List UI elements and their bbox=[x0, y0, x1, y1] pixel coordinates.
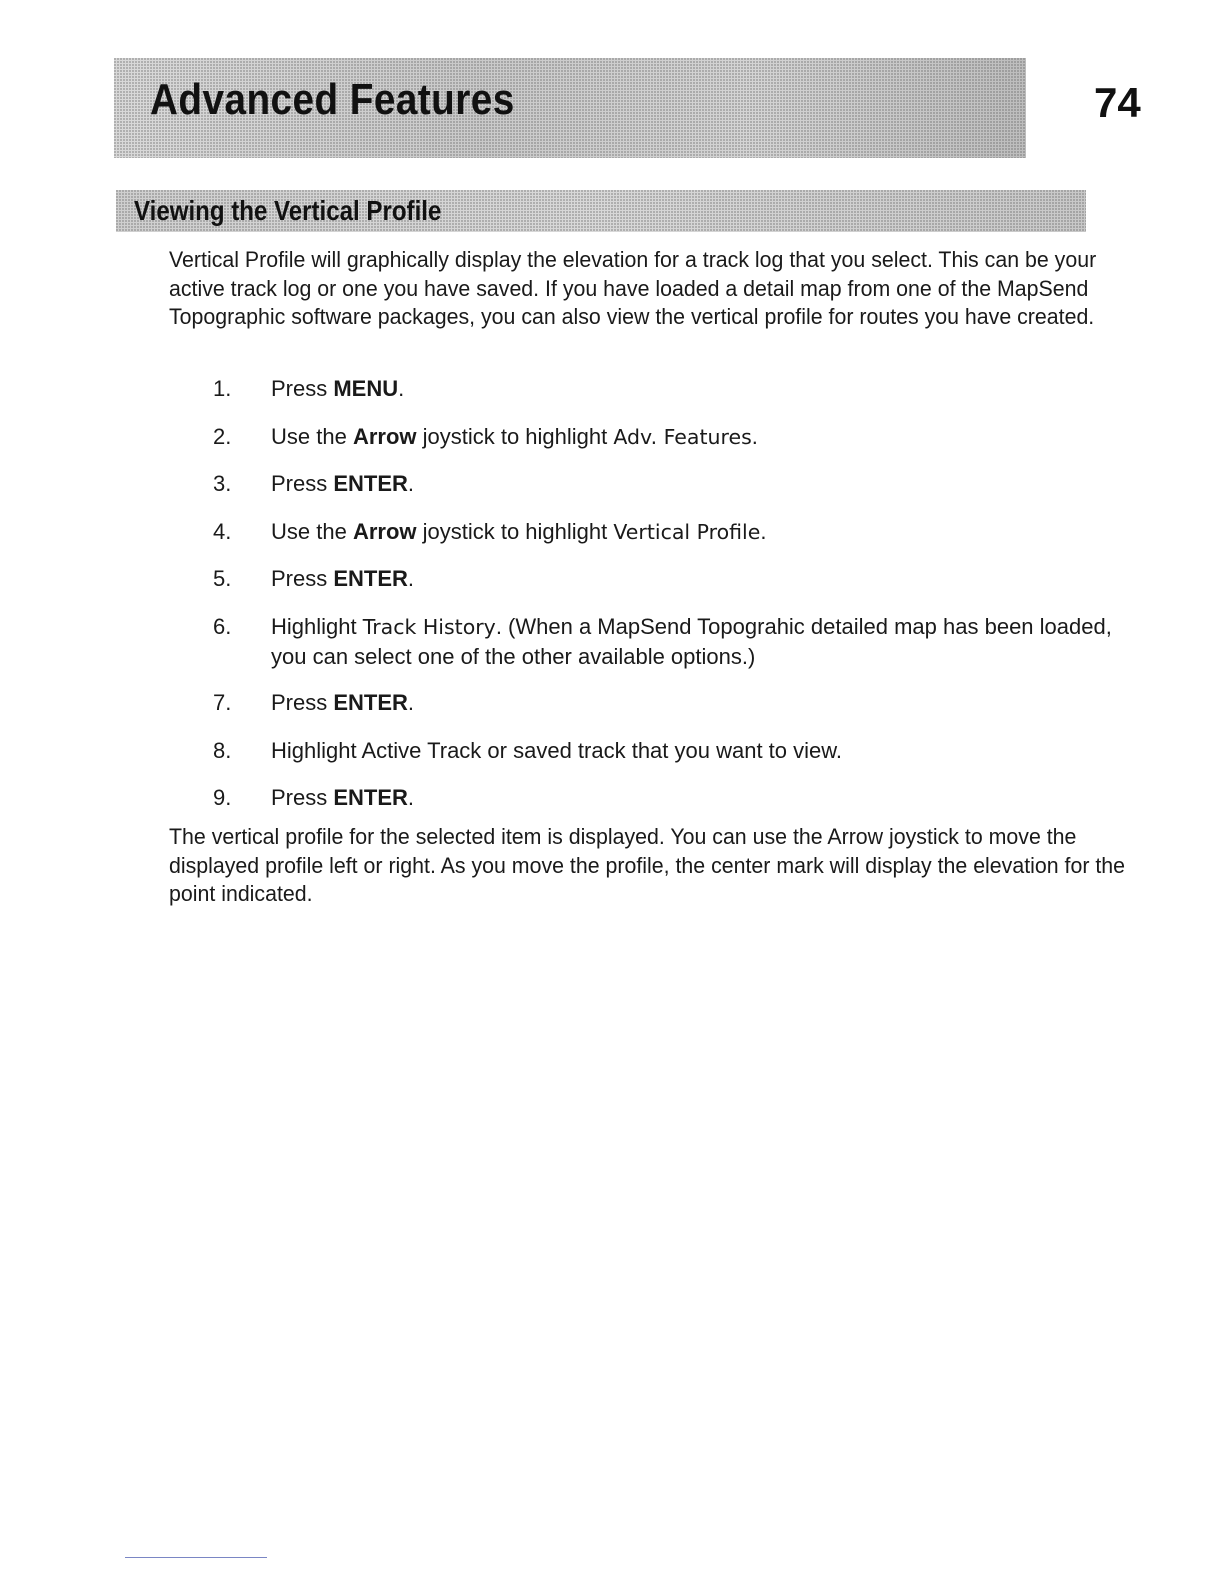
step-item bbox=[169, 612, 1159, 671]
step-text bbox=[271, 374, 1116, 404]
step-menu-item: Vertical Profile bbox=[613, 519, 761, 544]
step-key: ENTER bbox=[333, 785, 408, 810]
step-number: 2. bbox=[213, 423, 232, 449]
step-item bbox=[169, 736, 1159, 766]
step-item bbox=[169, 469, 1159, 499]
step-item bbox=[169, 688, 1159, 718]
chapter-title: Advanced Features bbox=[150, 75, 515, 124]
step-post: . bbox=[407, 690, 415, 715]
step-key: Arrow bbox=[352, 518, 417, 544]
step-pre: Press bbox=[271, 785, 334, 810]
step-menu-item: Track History bbox=[362, 614, 496, 639]
section-title: Viewing the Vertical Profile bbox=[134, 195, 442, 226]
step-post: . bbox=[407, 785, 415, 810]
step-text bbox=[271, 564, 1116, 594]
step-number: 8. bbox=[213, 737, 232, 763]
step-key: ENTER bbox=[333, 471, 408, 496]
step-number: 1. bbox=[213, 376, 232, 401]
footer-rule bbox=[125, 1557, 267, 1558]
step-post: . bbox=[407, 566, 415, 591]
step-text bbox=[271, 736, 1116, 766]
step-pre: Highlight Active Track or saved track that you want to view. bbox=[271, 737, 843, 763]
step-pre: Use the bbox=[271, 423, 353, 449]
step-text bbox=[271, 517, 1116, 547]
step-text bbox=[271, 469, 1116, 499]
step-menu-item: Adv. Features bbox=[613, 424, 752, 449]
step-key: Arrow bbox=[352, 423, 417, 449]
step-post: . bbox=[398, 376, 405, 401]
step-pre: Use the bbox=[271, 518, 353, 544]
step-text bbox=[271, 688, 1116, 718]
step-item bbox=[169, 564, 1159, 594]
step-post: . bbox=[751, 423, 758, 449]
step-number: 9. bbox=[213, 785, 232, 810]
step-number: 5. bbox=[213, 566, 232, 591]
step-mid: joystick to highlight bbox=[416, 518, 614, 544]
step-text bbox=[271, 783, 1116, 813]
step-item bbox=[169, 517, 1159, 547]
step-number: 7. bbox=[213, 690, 232, 715]
step-item bbox=[169, 374, 1159, 404]
step-number: 4. bbox=[213, 518, 232, 544]
outro-paragraph: The vertical profile for the selected item is displayed. You can use the Arrow joystick to move the displayed profile left or right. As you move the profile, the center mark will display the elevation for the point indicated. bbox=[169, 824, 1126, 907]
step-pre: Press bbox=[271, 471, 334, 496]
step-number: 6. bbox=[213, 613, 232, 639]
step-pre: Press bbox=[271, 690, 334, 715]
step-pre: Highlight bbox=[271, 613, 363, 639]
page-number: 74 bbox=[1094, 79, 1141, 126]
step-text bbox=[271, 612, 1116, 671]
step-pre: Press bbox=[271, 566, 334, 591]
step-item bbox=[169, 783, 1159, 813]
step-post: . (When a MapSend Topograhic detailed map has been loaded, you can select one of the other available options.) bbox=[271, 613, 1112, 669]
step-key: ENTER bbox=[333, 690, 408, 715]
intro-paragraph: Vertical Profile will graphically display the elevation for a track log that you select. This can be your active track log or one you have saved. If you have loaded a detail map from one of the MapSend Topographic software packages, you can also view the vertical profile for routes you have created. bbox=[169, 247, 1097, 330]
step-post: . bbox=[760, 518, 767, 544]
step-post: . bbox=[407, 471, 415, 496]
step-key: MENU bbox=[333, 376, 399, 401]
steps-list bbox=[169, 374, 1159, 831]
step-item bbox=[169, 422, 1159, 452]
step-key: ENTER bbox=[333, 566, 408, 591]
step-pre: Press bbox=[271, 376, 334, 401]
step-mid: joystick to highlight bbox=[416, 423, 614, 449]
step-text bbox=[271, 422, 1116, 452]
step-number: 3. bbox=[213, 471, 232, 496]
